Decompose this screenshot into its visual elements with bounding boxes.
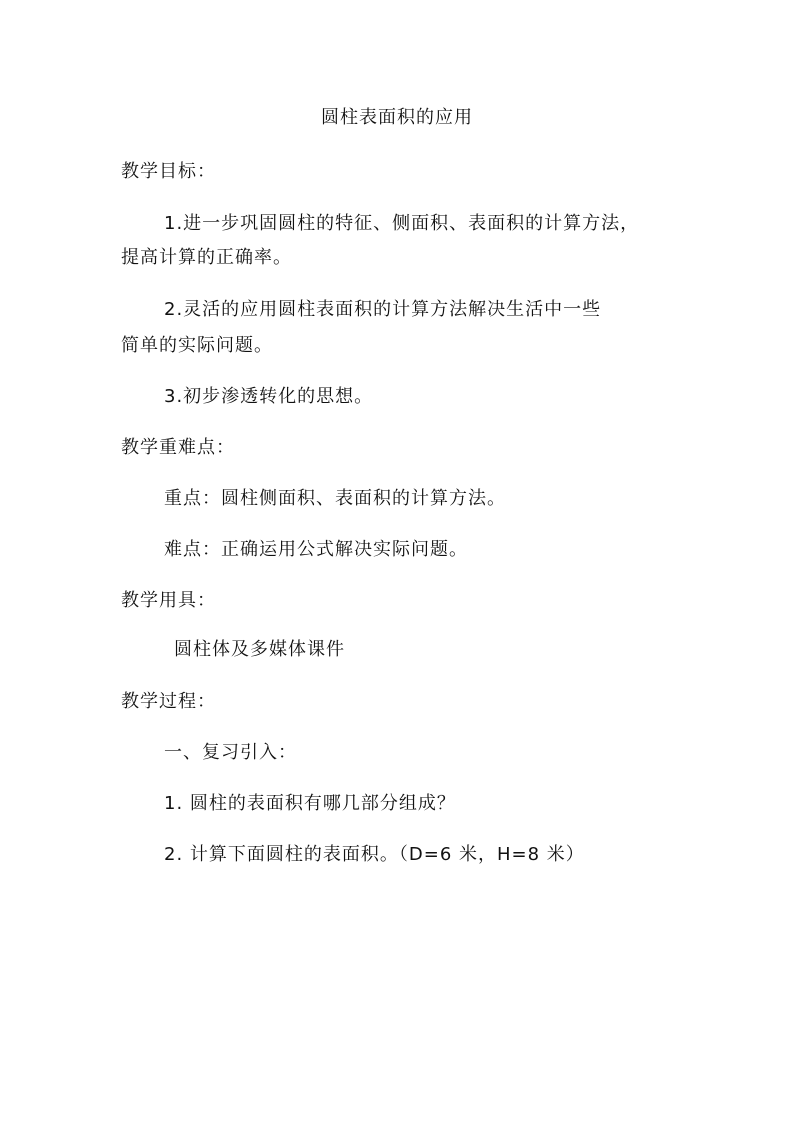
review-heading: 一、复习引入：	[164, 742, 297, 763]
difficult-point-text: 难点：正确运用公式解决实际问题。	[164, 539, 468, 560]
tools-heading: 教学用具：	[121, 590, 216, 611]
objectives-heading: 教学目标：	[121, 161, 216, 182]
review-item-1: 1. 圆柱的表面积有哪几部分组成？	[164, 793, 456, 814]
objective-line-2: 2.灵活的应用圆柱表面积的计算方法解决生活中一些	[164, 299, 602, 320]
key-points-heading: 教学重难点：	[121, 437, 235, 458]
review-item-2: 2. 计算下面圆柱的表面积。（D=6 米，H=8 米）	[164, 844, 585, 865]
tools-text: 圆柱体及多媒体课件	[174, 639, 345, 660]
process-heading: 教学过程：	[121, 691, 216, 712]
objective-line-1: 1.进一步巩固圆柱的特征、侧面积、表面积的计算方法，	[164, 213, 640, 234]
key-point-text: 重点：圆柱侧面积、表面积的计算方法。	[164, 488, 506, 509]
objective-line-3: 3.初步渗透转化的思想。	[164, 386, 374, 407]
document-title: 圆柱表面积的应用	[321, 107, 473, 128]
objective-line-2-cont: 简单的实际问题。	[121, 335, 273, 356]
objective-line-1-cont: 提高计算的正确率。	[121, 247, 292, 268]
